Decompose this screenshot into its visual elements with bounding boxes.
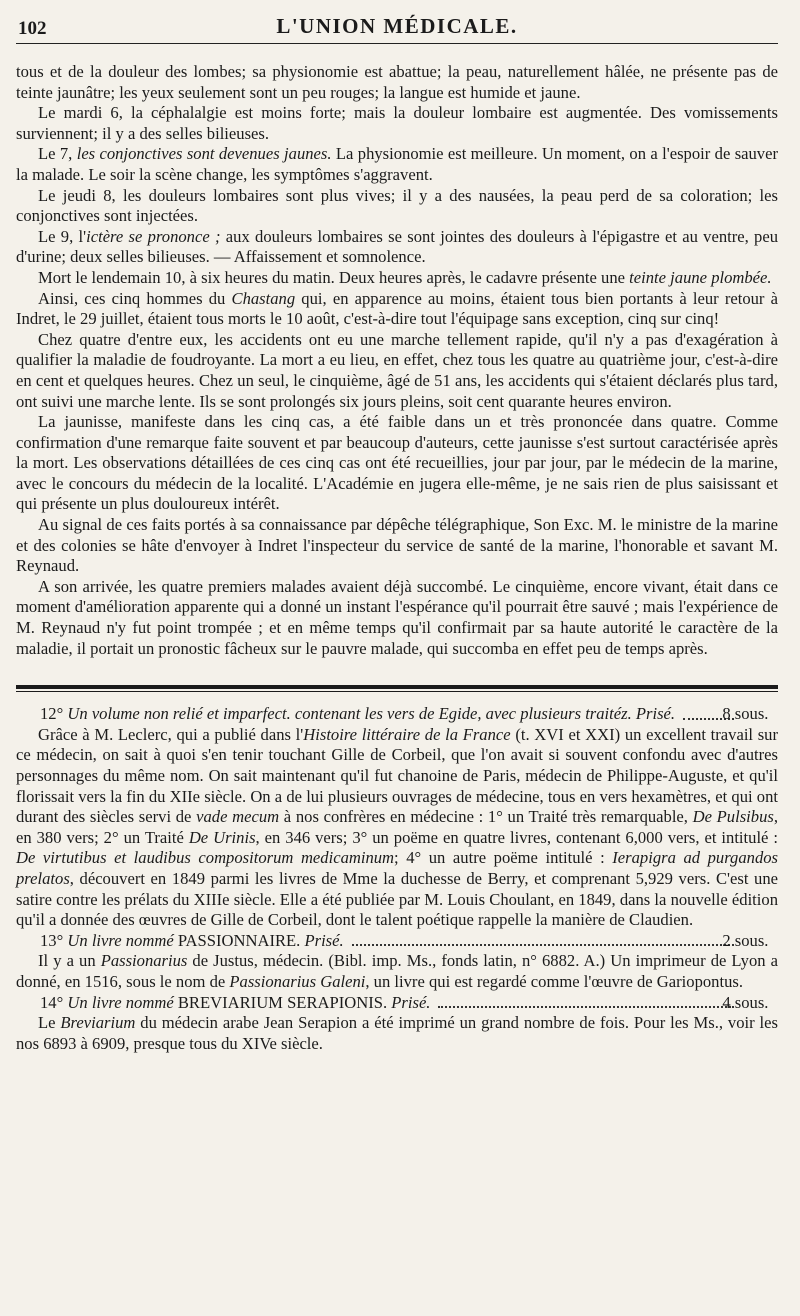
inventory-entry-13: [16, 931, 778, 952]
entry-price: 2 sous.: [722, 930, 769, 950]
entry-book-name: BREVIARIUM SERAPIONIS.: [173, 992, 392, 1012]
text: ; 4° un autre poëme intitulé :: [394, 848, 613, 868]
emphasis: les conjonctives sont devenues jaunes.: [76, 144, 332, 164]
entry-price: 8 sous.: [722, 704, 769, 724]
text: Le 9, l': [38, 226, 87, 246]
text: , en 380 vers; 2° un Traité: [16, 807, 778, 847]
inventory-entry-14: [16, 993, 778, 1014]
main-article: [16, 62, 778, 659]
emphasis: Un livre nommé: [67, 930, 174, 950]
text: qui, en apparence au moins, étaient tous bien portants à leur retour à Indret, le 29 juillet, étaient tous morts le 10 août, c'est-à-dire tout l'équipage sans exception, cinq sur cinq!: [16, 288, 778, 329]
text: , un livre qui est regardé comme l'œuvre de Gariopontus.: [365, 971, 743, 991]
header-rule: [16, 43, 778, 44]
paragraph: Le mardi 6, la céphalalgie est moins forte; mais la douleur lombaire est augmentée. Des vomissements surviennent; il y a des selles bilieuses.: [16, 103, 778, 143]
entry-title: [40, 930, 344, 952]
emphasis: De Urinis: [188, 827, 256, 847]
emphasis: Chastang: [231, 288, 296, 308]
text: Grâce à M. Leclerc, qui a publié dans l': [38, 724, 304, 744]
emphasis: Passionarius Galeni: [229, 971, 366, 991]
emphasis: Un volume non relié et imparfect. contenant les vers de Egide, avec plusieurs traitéz. Prisé.: [67, 704, 676, 724]
text: La physionomie est meilleure. Un moment, on a l'espoir de sauver la malade. Le soir la scène change, les symptômes s'aggravent.: [16, 144, 778, 184]
emphasis: ictère se prononce ;: [86, 226, 221, 246]
entry-title: [40, 704, 676, 725]
entry-number: 14°: [40, 992, 68, 1012]
paragraph: La jaunisse, manifeste dans les cinq cas, a été faible dans un et très prononcée dans quatre. Comme confirmation d'une remarque faite souvent et par beaucoup d'auteurs, cette jaunisse s'est surtout caractérisée après la mort. Les observations détaillées de ces cinq cas ont été recueillies, jour par jour, par le médecin de la marine, avec le concours du médecin de la localité. L'Académie en jugera elle-même, je ne sais rien de plus saisissant et qui présente un plus douloureux intérêt.: [16, 412, 778, 514]
entry-number: 13°: [40, 930, 68, 950]
inventory-entry-12: [16, 704, 778, 725]
text: , en 346 vers; 3° un poëme en quatre livres, contenant 6,000 vers, et intitulé :: [255, 827, 778, 847]
emphasis: Breviarium: [60, 1013, 136, 1033]
page-number: 102: [18, 18, 47, 39]
text: Ainsi, ces cinq hommes du: [38, 288, 232, 308]
entry-title: [40, 992, 431, 1014]
text: , découvert en 1849 parmi les livres de Mme la duchesse de Berry, et comprenant 5,929 vers. C'est une satire contre les prélats du XIIIe siècle. Elle a été publiée par M. Louis Choulant, en 1849, dans la nouvelle édition qu'il a donnée des œuvres de Gille de Corbeil, dont le talent poétique rappelle la manière de Claudien.: [16, 868, 778, 930]
text: (t. XVI et XXI) un excellent travail sur ce médecin, on sait à quoi s'en tenir touchant Gille de Corbeil, que l'on avait si souvent confondu avec d'autres personnages du même nom. On sait maintenant qu'il fut chanoine de Paris, médecin de Philippe-Auguste, et qu'il florissait vers la fin du XIIe siècle. On a de lui plusieurs ouvrages de médecine, tous en vers hexamètres, et qui ont durant des siècles servi de: [16, 724, 778, 827]
paragraph: [16, 227, 778, 268]
dot-leaders: [438, 1006, 734, 1008]
text: à nos confrères en médecine : 1° un Traité très remarquable,: [279, 807, 693, 827]
paragraph: [16, 289, 778, 330]
running-title: L'UNION MÉDICALE.: [276, 14, 518, 38]
paragraph: [16, 144, 778, 185]
entry-book-name: PASSIONNAIRE.: [173, 930, 305, 950]
emphasis: Prisé.: [391, 992, 431, 1012]
divider-thick-rule: [16, 685, 778, 689]
text: du médecin arabe Jean Serapion a été imprimé un grand nombre de fois. Pour les Ms., voir les nos 6893 à 6909, presque tous du XIVe siècle.: [16, 1013, 778, 1053]
page-header: [16, 0, 778, 44]
entry-price: 4 sous.: [722, 992, 769, 1012]
paragraph: Chez quatre d'entre eux, les accidents ont eu une marche tellement rapide, qu'il n'y a pas d'exagération à qualifier la maladie de foudroyante. La mort a eu lieu, en effet, chez tous les quatre au quatrième jour, c'est-à-dire en cent et quelques heures. Chez un seul, le cinquième, âgé de 51 ans, les accidents qui s'étaient déclarés plus tard, ont suivi une marche lente. Ils se sont prolongés six jours pleins, soit cent quarante heures environ.: [16, 329, 778, 411]
emphasis: Passionarius: [100, 951, 188, 971]
dot-leaders: [352, 944, 735, 946]
emphasis: De Pulsibus: [692, 807, 774, 827]
paragraph: [16, 268, 778, 289]
emphasis: Histoire littéraire de la France: [303, 724, 511, 744]
paragraph: [16, 951, 778, 992]
text: Il y a un: [38, 951, 101, 971]
paragraph: [16, 1013, 778, 1054]
section-divider: [16, 685, 778, 692]
paragraph: [16, 725, 778, 931]
emphasis: teinte jaune plombée.: [629, 267, 772, 287]
text: de Justus, médecin. (Bibl. imp. Ms., fonds latin, n° 6882. A.) Un imprimeur de Lyon a donné, en 1516, sous le nom de: [16, 951, 778, 991]
emphasis: Ierapigra ad purgandos prelatos: [16, 848, 778, 888]
text: aux douleurs lombaires se sont jointes des douleurs à l'épigastre et au ventre, peu d'urine; deux selles bilieuses. — Affaissement et somnolence.: [16, 226, 779, 267]
divider-thin-rule: [16, 691, 778, 692]
emphasis: De virtutibus et laudibus compositorum medicaminum: [16, 848, 395, 868]
emphasis: Prisé.: [304, 930, 344, 950]
entry-number: 12°: [40, 704, 68, 724]
inventory-notes: [16, 704, 778, 1054]
paragraph: Le jeudi 8, les douleurs lombaires sont plus vives; il y a des nausées, la peau perd de sa coloration; les conjonctives sont injectées.: [16, 185, 778, 226]
text: Le: [38, 1013, 61, 1033]
emphasis: vade mecum: [196, 807, 280, 827]
emphasis: Un livre nommé: [67, 992, 174, 1012]
paragraph: tous et de la douleur des lombes; sa physionomie est abattue; la peau, naturellement hâlée, ne présente pas de teinte jaunâtre; les yeux seulement sont un peu rouges; la langue est humide et jaune.: [16, 62, 778, 102]
text: Le 7,: [38, 144, 77, 164]
paragraph: Au signal de ces faits portés à sa connaissance par dépêche télégraphique, Son Exc. M. le ministre de la marine et des colonies se hâte d'envoyer à Indret l'inspecteur du service de santé de la marine, l'honorable et savant M. Reynaud.: [16, 515, 778, 576]
paragraph: A son arrivée, les quatre premiers malades avaient déjà succombé. Le cinquième, encore vivant, était dans ce moment d'amélioration apparente qui a donné un instant l'espérance qu'il pourrait être sauvé ; mais l'expérience de M. Reynaud n'y fut point trompée ; et en même temps qu'il confirmait par sa haute autorité le caractère de la maladie, il portait un pronostic fâcheux sur le pauvre malade, qui succomba en effet peu de temps après.: [16, 576, 778, 658]
text: Mort le lendemain 10, à six heures du matin. Deux heures après, le cadavre présente une: [38, 267, 630, 287]
